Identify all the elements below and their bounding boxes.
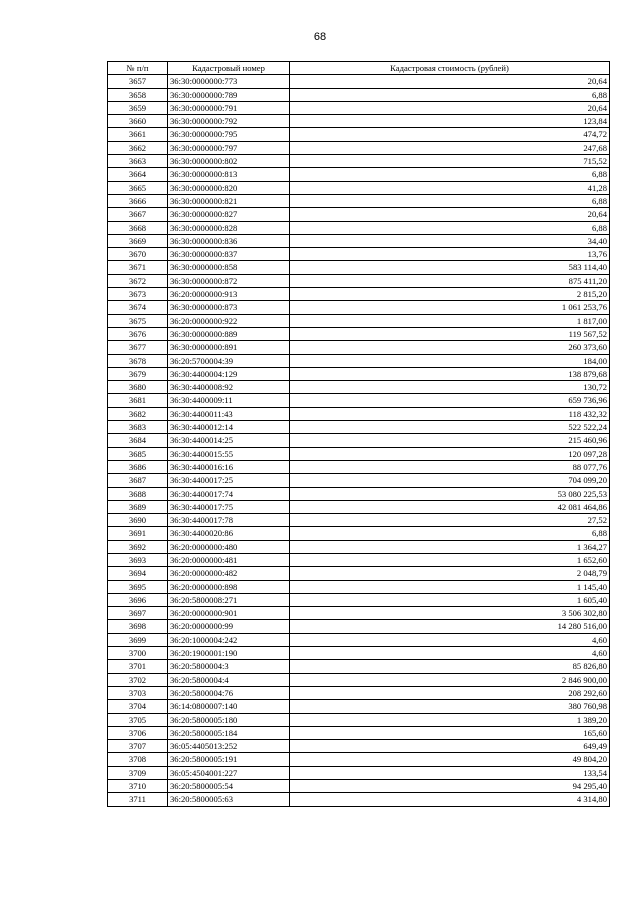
cadastral-value-cell: 583 114,40 <box>290 261 610 274</box>
cadastral-number-cell: 36:20:5800005:180 <box>168 713 290 726</box>
table-row <box>108 780 610 793</box>
row-number-cell: 3666 <box>108 194 168 207</box>
table-row <box>108 593 610 606</box>
cadastral-number-cell: 36:30:0000000:797 <box>168 141 290 154</box>
table-row <box>108 514 610 527</box>
row-number-cell: 3691 <box>108 527 168 540</box>
cadastral-number-cell: 36:30:0000000:789 <box>168 88 290 101</box>
cadastral-value-cell: 380 760,98 <box>290 700 610 713</box>
table-row <box>108 261 610 274</box>
table-row <box>108 460 610 473</box>
table-row <box>108 234 610 247</box>
row-number-cell: 3709 <box>108 766 168 779</box>
cadastral-number-cell: 36:30:0000000:773 <box>168 75 290 88</box>
row-number-cell: 3686 <box>108 460 168 473</box>
cadastral-number-cell: 36:20:0000000:99 <box>168 620 290 633</box>
row-number-cell: 3674 <box>108 301 168 314</box>
cadastral-number-cell: 36:14:0800007:140 <box>168 700 290 713</box>
cadastral-number-cell: 36:30:0000000:795 <box>168 128 290 141</box>
row-number-cell: 3699 <box>108 633 168 646</box>
row-number-cell: 3706 <box>108 726 168 739</box>
cadastral-number-cell: 36:30:4400016:16 <box>168 460 290 473</box>
cadastral-value-cell: 4,60 <box>290 633 610 646</box>
table-row <box>108 341 610 354</box>
cadastral-number-cell: 36:30:4400020:86 <box>168 527 290 540</box>
cadastral-number-cell: 36:30:0000000:821 <box>168 194 290 207</box>
table-row <box>108 128 610 141</box>
table-row <box>108 381 610 394</box>
cadastral-value-cell: 208 292,60 <box>290 686 610 699</box>
row-number-cell: 3676 <box>108 327 168 340</box>
cadastral-value-cell: 49 804,20 <box>290 753 610 766</box>
row-number-cell: 3673 <box>108 288 168 301</box>
table-row <box>108 740 610 753</box>
row-number-cell: 3692 <box>108 540 168 553</box>
row-number-cell: 3661 <box>108 128 168 141</box>
cadastral-number-cell: 36:05:4504001:227 <box>168 766 290 779</box>
header-cadastral-value: Кадастровая стоимость (рублей) <box>290 62 610 75</box>
cadastral-value-cell: 4,60 <box>290 647 610 660</box>
row-number-cell: 3670 <box>108 248 168 261</box>
row-number-cell: 3669 <box>108 234 168 247</box>
row-number-cell: 3700 <box>108 647 168 660</box>
table-body <box>108 75 610 806</box>
cadastral-value-cell: 85 826,80 <box>290 660 610 673</box>
row-number-cell: 3695 <box>108 580 168 593</box>
cadastral-value-cell: 659 736,96 <box>290 394 610 407</box>
row-number-cell: 3684 <box>108 434 168 447</box>
cadastral-number-cell: 36:30:4400017:25 <box>168 474 290 487</box>
table-row <box>108 527 610 540</box>
cadastral-value-cell: 14 280 516,00 <box>290 620 610 633</box>
cadastral-value-cell: 649,49 <box>290 740 610 753</box>
cadastral-number-cell: 36:30:0000000:889 <box>168 327 290 340</box>
cadastral-number-cell: 36:30:4400011:43 <box>168 407 290 420</box>
row-number-cell: 3710 <box>108 780 168 793</box>
table-row <box>108 726 610 739</box>
cadastral-value-cell: 2 815,20 <box>290 288 610 301</box>
cadastral-number-cell: 36:30:0000000:836 <box>168 234 290 247</box>
row-number-cell: 3690 <box>108 514 168 527</box>
row-number-cell: 3696 <box>108 593 168 606</box>
cadastral-value-cell: 6,88 <box>290 88 610 101</box>
cadastral-number-cell: 36:30:4400017:74 <box>168 487 290 500</box>
row-number-cell: 3711 <box>108 793 168 806</box>
cadastral-number-cell: 36:30:0000000:820 <box>168 181 290 194</box>
row-number-cell: 3697 <box>108 607 168 620</box>
row-number-cell: 3679 <box>108 367 168 380</box>
cadastral-number-cell: 36:20:0000000:898 <box>168 580 290 593</box>
table-row <box>108 327 610 340</box>
cadastral-number-cell: 36:30:0000000:791 <box>168 101 290 114</box>
table-row <box>108 367 610 380</box>
table-row <box>108 620 610 633</box>
cadastral-value-cell: 6,88 <box>290 168 610 181</box>
cadastral-value-cell: 165,60 <box>290 726 610 739</box>
table-row <box>108 633 610 646</box>
cadastral-number-cell: 36:30:4400012:14 <box>168 421 290 434</box>
cadastral-number-cell: 36:30:4400017:75 <box>168 500 290 513</box>
cadastral-value-cell: 94 295,40 <box>290 780 610 793</box>
row-number-cell: 3660 <box>108 115 168 128</box>
cadastral-number-cell: 36:20:5800004:76 <box>168 686 290 699</box>
cadastral-value-cell: 715,52 <box>290 155 610 168</box>
row-number-cell: 3687 <box>108 474 168 487</box>
cadastral-value-cell: 123,84 <box>290 115 610 128</box>
cadastral-value-table <box>107 61 610 807</box>
table-row <box>108 354 610 367</box>
cadastral-value-cell: 2 048,79 <box>290 567 610 580</box>
cadastral-value-cell: 1 652,60 <box>290 553 610 566</box>
cadastral-value-cell: 3 506 302,80 <box>290 607 610 620</box>
table-row <box>108 567 610 580</box>
cadastral-value-cell: 88 077,76 <box>290 460 610 473</box>
row-number-cell: 3667 <box>108 208 168 221</box>
table-row <box>108 686 610 699</box>
cadastral-value-cell: 53 080 225,53 <box>290 487 610 500</box>
cadastral-value-cell: 20,64 <box>290 101 610 114</box>
row-number-cell: 3701 <box>108 660 168 673</box>
cadastral-value-cell: 119 567,52 <box>290 327 610 340</box>
header-cadastral-number: Кадастровый номер <box>168 62 290 75</box>
table-row <box>108 766 610 779</box>
cadastral-value-cell: 2 846 900,00 <box>290 673 610 686</box>
cadastral-number-cell: 36:30:0000000:828 <box>168 221 290 234</box>
cadastral-value-cell: 875 411,20 <box>290 274 610 287</box>
cadastral-number-cell: 36:20:5800004:4 <box>168 673 290 686</box>
table-row <box>108 394 610 407</box>
cadastral-number-cell: 36:30:0000000:802 <box>168 155 290 168</box>
table-row <box>108 500 610 513</box>
cadastral-value-cell: 1 605,40 <box>290 593 610 606</box>
table-row <box>108 221 610 234</box>
table-row <box>108 248 610 261</box>
table-row <box>108 793 610 806</box>
header-row-number: № п/п <box>108 62 168 75</box>
cadastral-value-cell: 20,64 <box>290 208 610 221</box>
cadastral-value-cell: 215 460,96 <box>290 434 610 447</box>
cadastral-value-cell: 118 432,32 <box>290 407 610 420</box>
cadastral-value-cell: 704 099,20 <box>290 474 610 487</box>
cadastral-value-cell: 1 364,27 <box>290 540 610 553</box>
cadastral-number-cell: 36:30:4400017:78 <box>168 514 290 527</box>
cadastral-value-cell: 27,52 <box>290 514 610 527</box>
table-row <box>108 474 610 487</box>
cadastral-number-cell: 36:20:5800005:63 <box>168 793 290 806</box>
cadastral-value-cell: 41,28 <box>290 181 610 194</box>
cadastral-number-cell: 36:05:4405013:252 <box>168 740 290 753</box>
cadastral-value-cell: 260 373,60 <box>290 341 610 354</box>
cadastral-number-cell: 36:20:0000000:480 <box>168 540 290 553</box>
row-number-cell: 3698 <box>108 620 168 633</box>
table-row <box>108 660 610 673</box>
table-row <box>108 421 610 434</box>
row-number-cell: 3659 <box>108 101 168 114</box>
table-row <box>108 673 610 686</box>
cadastral-value-cell: 184,00 <box>290 354 610 367</box>
table-row <box>108 540 610 553</box>
cadastral-number-cell: 36:30:4400008:92 <box>168 381 290 394</box>
cadastral-number-cell: 36:20:0000000:922 <box>168 314 290 327</box>
row-number-cell: 3682 <box>108 407 168 420</box>
row-number-cell: 3662 <box>108 141 168 154</box>
row-number-cell: 3694 <box>108 567 168 580</box>
cadastral-value-cell: 522 522,24 <box>290 421 610 434</box>
cadastral-value-cell: 6,88 <box>290 194 610 207</box>
table-row <box>108 434 610 447</box>
row-number-cell: 3705 <box>108 713 168 726</box>
row-number-cell: 3704 <box>108 700 168 713</box>
cadastral-number-cell: 36:30:4400009:11 <box>168 394 290 407</box>
cadastral-number-cell: 36:30:0000000:858 <box>168 261 290 274</box>
cadastral-number-cell: 36:30:0000000:792 <box>168 115 290 128</box>
table-row <box>108 101 610 114</box>
cadastral-value-cell: 13,76 <box>290 248 610 261</box>
cadastral-number-cell: 36:30:0000000:827 <box>168 208 290 221</box>
row-number-cell: 3672 <box>108 274 168 287</box>
row-number-cell: 3688 <box>108 487 168 500</box>
row-number-cell: 3681 <box>108 394 168 407</box>
cadastral-number-cell: 36:30:0000000:872 <box>168 274 290 287</box>
page-number: 68 <box>313 31 327 43</box>
row-number-cell: 3689 <box>108 500 168 513</box>
cadastral-value-cell: 1 061 253,76 <box>290 301 610 314</box>
table-row <box>108 274 610 287</box>
cadastral-value-cell: 138 879,68 <box>290 367 610 380</box>
cadastral-number-cell: 36:20:0000000:481 <box>168 553 290 566</box>
row-number-cell: 3665 <box>108 181 168 194</box>
table-row <box>108 181 610 194</box>
row-number-cell: 3675 <box>108 314 168 327</box>
row-number-cell: 3685 <box>108 447 168 460</box>
table-row <box>108 88 610 101</box>
table-row <box>108 700 610 713</box>
cadastral-number-cell: 36:20:5800005:54 <box>168 780 290 793</box>
row-number-cell: 3657 <box>108 75 168 88</box>
table-row <box>108 314 610 327</box>
cadastral-value-cell: 6,88 <box>290 221 610 234</box>
cadastral-number-cell: 36:20:5800004:3 <box>168 660 290 673</box>
cadastral-number-cell: 36:30:0000000:891 <box>168 341 290 354</box>
row-number-cell: 3677 <box>108 341 168 354</box>
table-row <box>108 288 610 301</box>
cadastral-value-cell: 1 389,20 <box>290 713 610 726</box>
table-row <box>108 115 610 128</box>
cadastral-number-cell: 36:20:1000004:242 <box>168 633 290 646</box>
row-number-cell: 3671 <box>108 261 168 274</box>
row-number-cell: 3678 <box>108 354 168 367</box>
cadastral-value-cell: 133,54 <box>290 766 610 779</box>
row-number-cell: 3664 <box>108 168 168 181</box>
cadastral-number-cell: 36:20:0000000:913 <box>168 288 290 301</box>
cadastral-value-cell: 6,88 <box>290 527 610 540</box>
table-row <box>108 75 610 88</box>
table-row <box>108 208 610 221</box>
cadastral-number-cell: 36:20:5800005:191 <box>168 753 290 766</box>
cadastral-number-cell: 36:20:5800008:271 <box>168 593 290 606</box>
cadastral-value-cell: 474,72 <box>290 128 610 141</box>
row-number-cell: 3703 <box>108 686 168 699</box>
cadastral-number-cell: 36:30:0000000:837 <box>168 248 290 261</box>
row-number-cell: 3708 <box>108 753 168 766</box>
row-number-cell: 3693 <box>108 553 168 566</box>
cadastral-value-cell: 4 314,80 <box>290 793 610 806</box>
cadastral-value-cell: 34,40 <box>290 234 610 247</box>
cadastral-number-cell: 36:20:5800005:184 <box>168 726 290 739</box>
row-number-cell: 3680 <box>108 381 168 394</box>
cadastral-value-cell: 130,72 <box>290 381 610 394</box>
cadastral-value-cell: 1 145,40 <box>290 580 610 593</box>
cadastral-value-cell: 120 097,28 <box>290 447 610 460</box>
table-row <box>108 647 610 660</box>
cadastral-value-cell: 20,64 <box>290 75 610 88</box>
cadastral-number-cell: 36:30:4400015:55 <box>168 447 290 460</box>
table-row <box>108 580 610 593</box>
row-number-cell: 3707 <box>108 740 168 753</box>
cadastral-number-cell: 36:20:0000000:901 <box>168 607 290 620</box>
table-header-row <box>108 62 610 75</box>
table-row <box>108 407 610 420</box>
table-row <box>108 447 610 460</box>
table-row <box>108 301 610 314</box>
cadastral-number-cell: 36:20:1900001:190 <box>168 647 290 660</box>
cadastral-number-cell: 36:30:0000000:873 <box>168 301 290 314</box>
row-number-cell: 3668 <box>108 221 168 234</box>
cadastral-number-cell: 36:20:0000000:482 <box>168 567 290 580</box>
table-row <box>108 487 610 500</box>
cadastral-value-cell: 247,68 <box>290 141 610 154</box>
cadastral-number-cell: 36:30:0000000:813 <box>168 168 290 181</box>
cadastral-number-cell: 36:20:5700004:39 <box>168 354 290 367</box>
table-row <box>108 168 610 181</box>
cadastral-number-cell: 36:30:4400014:25 <box>168 434 290 447</box>
table-row <box>108 553 610 566</box>
cadastral-value-cell: 42 081 464,86 <box>290 500 610 513</box>
table-row <box>108 753 610 766</box>
row-number-cell: 3702 <box>108 673 168 686</box>
table-row <box>108 155 610 168</box>
cadastral-value-cell: 1 817,00 <box>290 314 610 327</box>
table-row <box>108 141 610 154</box>
row-number-cell: 3683 <box>108 421 168 434</box>
table-row <box>108 194 610 207</box>
table-row <box>108 713 610 726</box>
cadastral-number-cell: 36:30:4400004:129 <box>168 367 290 380</box>
row-number-cell: 3663 <box>108 155 168 168</box>
row-number-cell: 3658 <box>108 88 168 101</box>
table-row <box>108 607 610 620</box>
